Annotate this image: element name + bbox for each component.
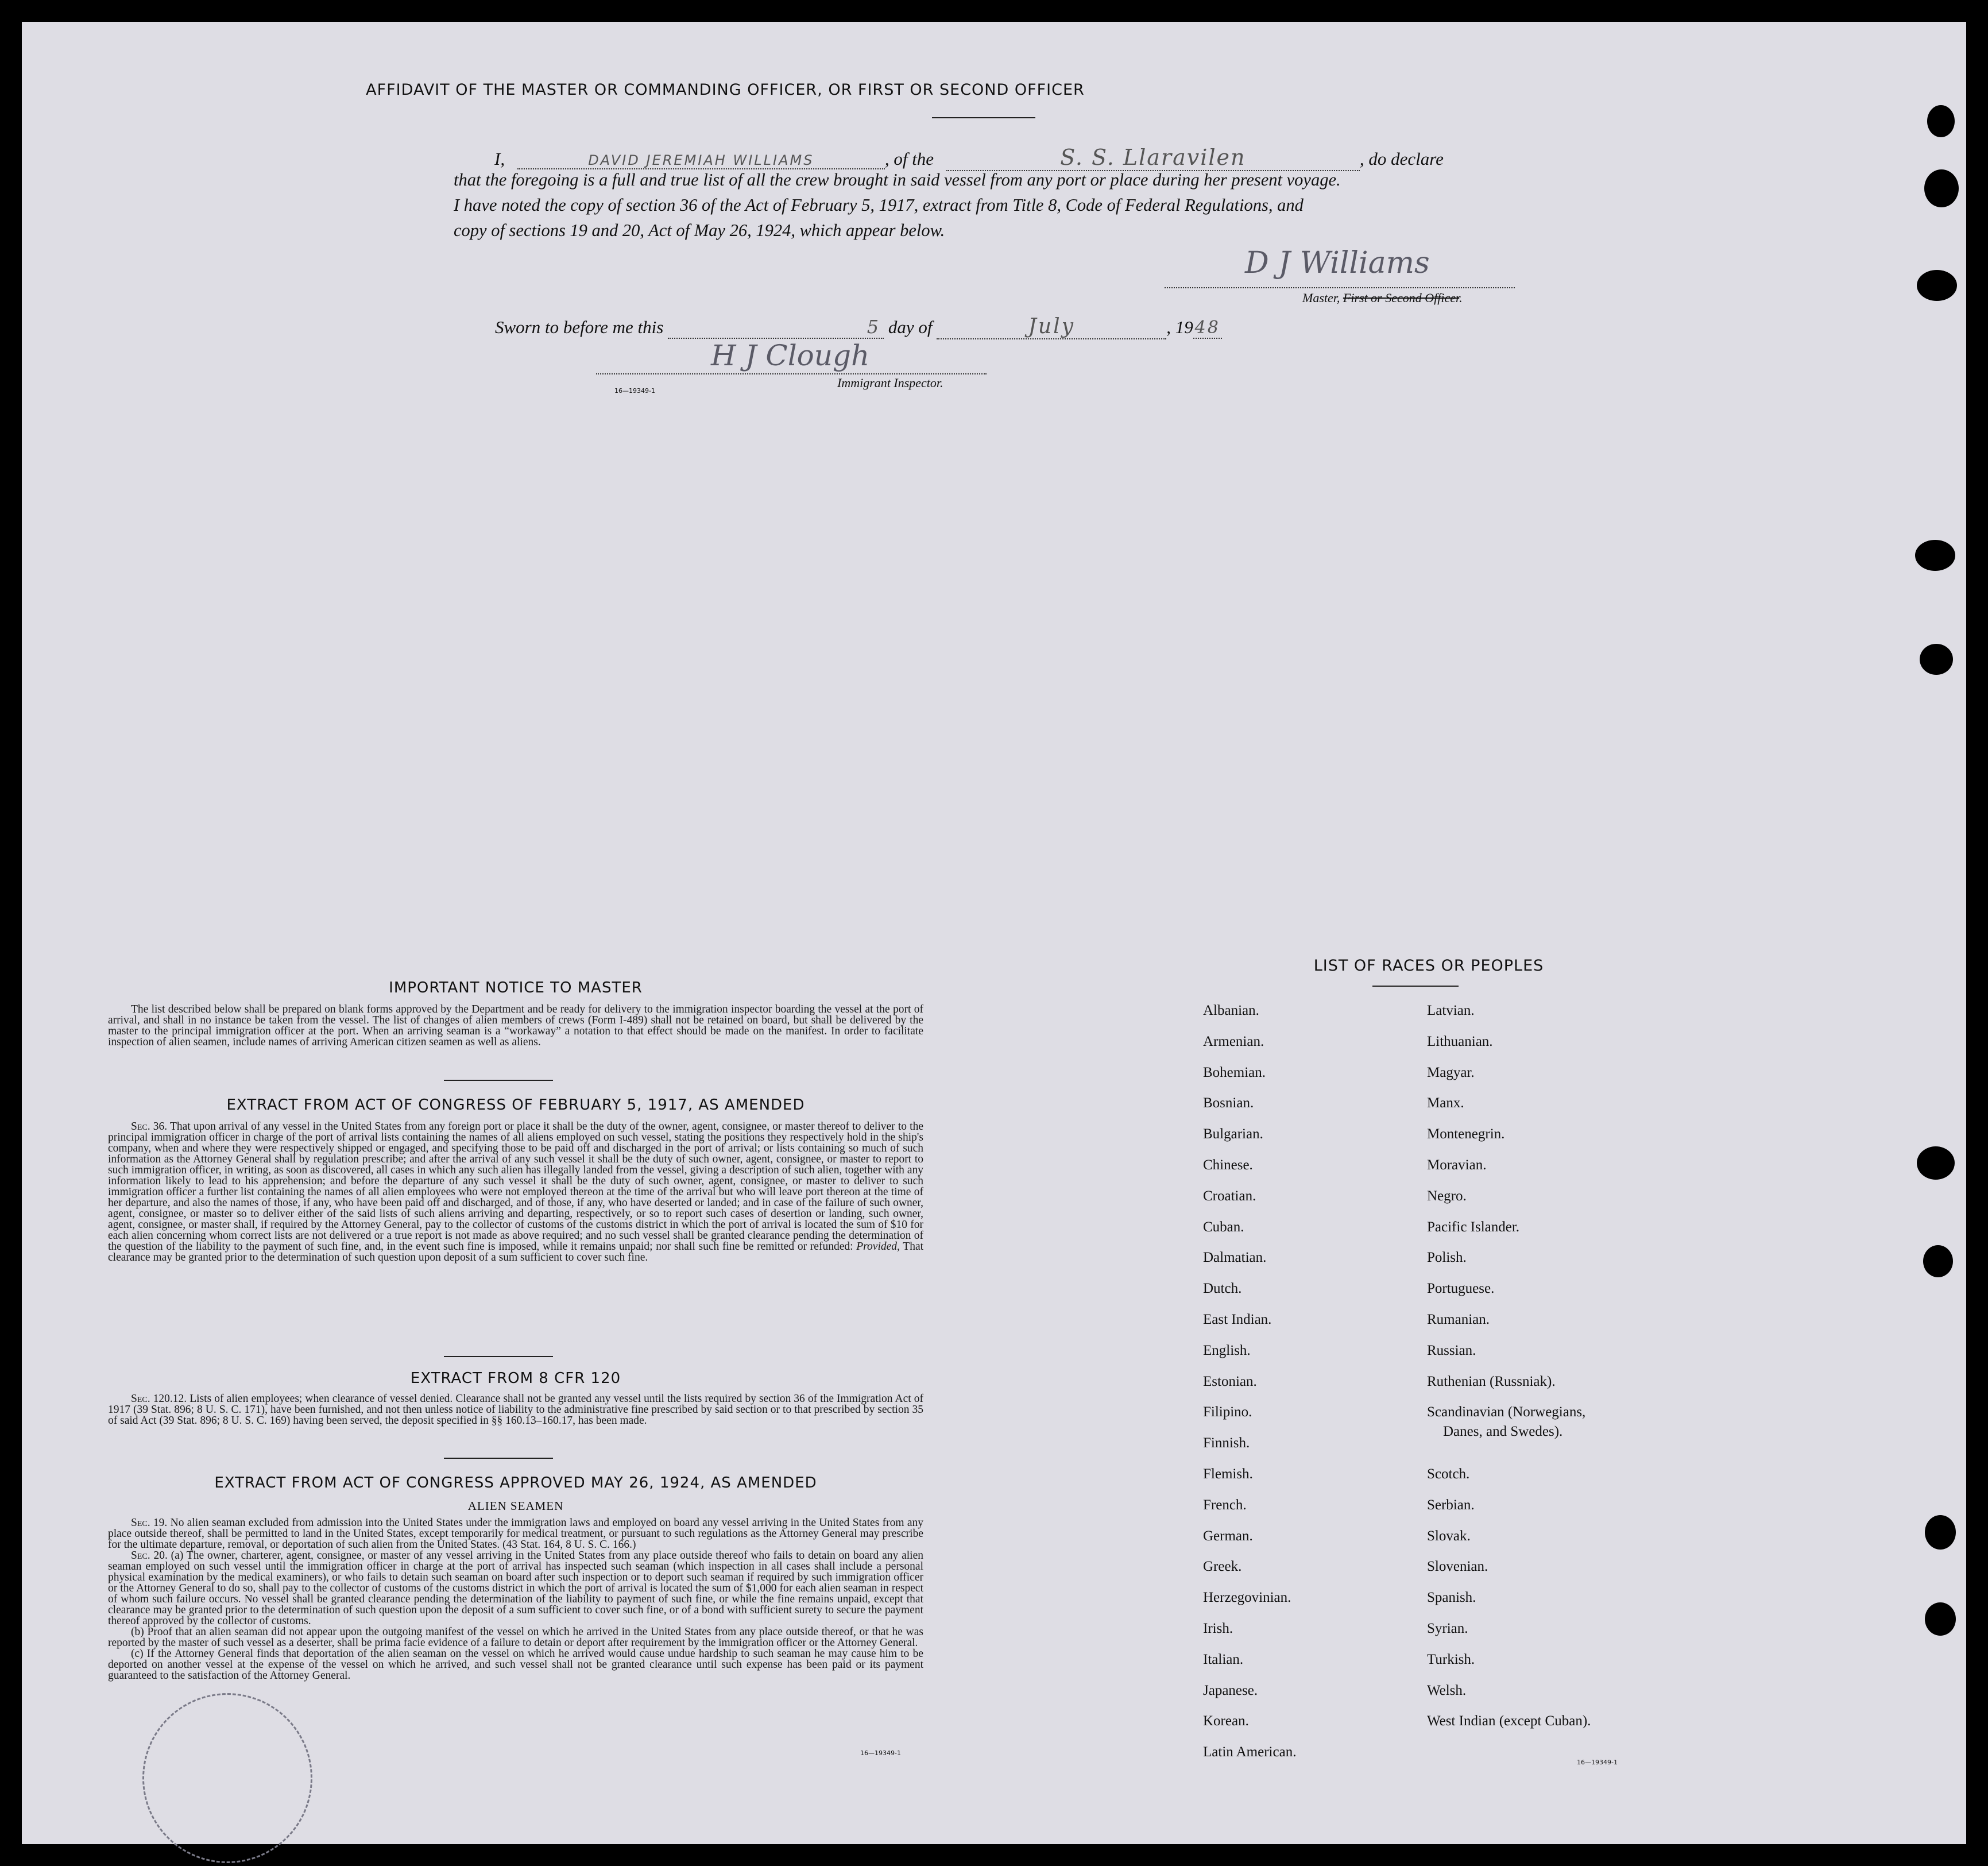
race-item: Latvian.: [1427, 1003, 1475, 1018]
race-item: Dutch.: [1203, 1281, 1242, 1297]
declare-prefix: I,: [494, 149, 505, 169]
race-item: Filipino.: [1203, 1404, 1252, 1420]
proviso-text: Provided,: [856, 1241, 900, 1253]
race-item: Scandinavian (Norwegians,: [1427, 1404, 1586, 1420]
punch-hole: [1917, 1146, 1955, 1180]
extract-1917-text: [108, 1121, 923, 1263]
sworn-line: [495, 315, 1222, 339]
race-item: Pacific Islander.: [1427, 1219, 1520, 1235]
race-item: Moravian.: [1427, 1157, 1487, 1173]
race-item: French.: [1203, 1497, 1247, 1513]
day-of-text: day of: [888, 317, 933, 337]
race-item: Negro.: [1427, 1188, 1467, 1204]
master-signature: D J Williams: [1245, 246, 1430, 280]
section-120-label: Sec. 120.12.: [131, 1393, 187, 1405]
race-item: West Indian (except Cuban).: [1427, 1713, 1591, 1729]
race-item: Montenegrin.: [1427, 1126, 1505, 1142]
section-20-label: Sec. 20.: [131, 1550, 168, 1562]
section-36-text-end: That clearance may be granted prior to the determination of such question upon deposit of a sum sufficient to cover such fine.: [108, 1241, 924, 1264]
section-20a-paragraph: [108, 1550, 923, 1627]
race-item: East Indian.: [1203, 1311, 1272, 1327]
race-item: English.: [1203, 1342, 1251, 1358]
inspector-caption: Immigrant Inspector.: [837, 376, 943, 390]
title-divider: [932, 117, 1035, 118]
section-19-label: Sec. 19.: [131, 1517, 168, 1529]
notice-divider: [444, 1080, 553, 1081]
race-item: Bohemian.: [1203, 1064, 1266, 1080]
race-item: Slovak.: [1427, 1528, 1471, 1544]
race-item: Magyar.: [1427, 1064, 1475, 1080]
race-item: Korean.: [1203, 1713, 1249, 1729]
sworn-day-field: 5: [668, 316, 884, 339]
section-20c-paragraph: (c) If the Attorney General finds that deportation of the alien seaman on the vessel on which he arrived would cause undue hardship to such seaman he may cause him to be deported on another vessel at the expense of the vessel on which he arrived, and such vessel shall not be granted clearance until such expense has been paid or its payment guaranteed to the satisfaction of the Attorney General.: [108, 1648, 923, 1682]
race-item: Latin American.: [1203, 1744, 1297, 1760]
date-stamp: [142, 1693, 312, 1863]
race-item: Manx.: [1427, 1095, 1464, 1111]
race-item: Dalmatian.: [1203, 1250, 1267, 1266]
section-36-label: Sec. 36.: [131, 1121, 168, 1133]
section-120-paragraph: [108, 1393, 923, 1426]
declaration-line: [494, 145, 1444, 171]
vessel-name-field: S. S. Llaravilen: [946, 145, 1360, 171]
section-19-text: No alien seaman excluded from admission into the United States under the immigration laws and employed on board any vessel arriving in the United States from any place outside thereof, shall be permitted to land in the United States, except temporarily for medical treatment, or pursuant to such regulations as the Attorney General may prescribe for the ultimate departure, removal, or deportation of such alien from the United States. (43 Stat. 164, 8 U. S. C. 166.): [108, 1517, 923, 1551]
race-item: Herzegovinian.: [1203, 1590, 1291, 1606]
race-item: Slovenian.: [1427, 1559, 1488, 1575]
section-120-text: Lists of alien employees; when clearance of vessel denied. Clearance shall not be granted any vessel until the lists required by section 36 of the Immigration Act of 1917 (39 Stat. 896; 8 U. S. C. 171), have been furnished, and not then unless notice of liability to the administrative fine prescribed by said section or to that prescribed by section 35 of said Act (39 Stat. 896; 8 U. S. C. 169) having been served, the deposit specified in §§ 160.13–160.17, has been made.: [108, 1393, 924, 1427]
extract-1917-title: EXTRACT FROM ACT OF CONGRESS OF FEBRUARY 5, 1917, AS AMENDED: [226, 1096, 805, 1114]
race-item: Portuguese.: [1427, 1281, 1495, 1297]
form-number-top: 16—19349-1: [614, 387, 655, 395]
punch-hole: [1924, 169, 1959, 207]
section-20a-text: (a) The owner, charterer, agent, consignee, or master of any vessel arriving in the United States from any place outside thereof who fails to detain on board any alien seaman employed on such vessel until the immigration officer in charge at the port of arrival has inspected such seaman (which inspection in all cases shall include a personal physical examination by the medical examiners), or who fails to detain such seaman on board after such inspection or to deport such seaman if required by such immigration officer or the Attorney General to do so, shall pay to the collector of customs of the customs district in which the port of arrival is located the sum of $1,000 for each alien seaman in respect of whom such failure occurs. No vessel shall be granted clearance pending the determination of the liability to payment of such fine, or while the fine remains unpaid, except that clearance may be granted prior to the determination of such question upon the deposit of a sum sufficient to cover such fine, or of a bond with sufficient surety to secure the payment thereof approved by the collector of customs.: [108, 1550, 924, 1627]
do-declare-text: , do declare: [1359, 149, 1444, 169]
races-right-column: [1427, 1003, 1591, 1744]
form-number-right: 16—19349-1: [1577, 1759, 1618, 1766]
inspector-signature-line: [596, 373, 987, 374]
punch-hole: [1920, 644, 1953, 675]
race-item: Danes, and Swedes).: [1443, 1424, 1563, 1440]
master-name-field: DAVID JEREMIAH WILLIAMS: [517, 152, 885, 169]
affidavit-title: AFFIDAVIT OF THE MASTER OR COMMANDING OFFICER, OR FIRST OR SECOND OFFICER: [366, 81, 1085, 99]
punch-hole: [1925, 1515, 1956, 1550]
race-item: Russian.: [1427, 1342, 1476, 1358]
document-page: [22, 22, 1966, 1844]
section-19-paragraph: [108, 1517, 923, 1550]
master-signature-line: [1165, 287, 1515, 288]
race-item: Polish.: [1427, 1250, 1467, 1266]
race-item: Bosnian.: [1203, 1095, 1254, 1111]
section-36-text: That upon arrival of any vessel in the United States from any foreign port or place it shall be the duty of the owner, agent, consignee, or master thereof to deliver to the principal immigration officer in charge of the port of arrival lists containing the names of all aliens employed on such vessel, stating the positions they respectively hold in the ship's company, when and where they were respectively shipped or engaged, and specifying those to be paid off and discharged in the port of arrival; or lists containing so much of such information as the Attorney General shall by regulation prescribe; and after the arrival of any such vessel it shall be the duty of such owner, agent, consignee, or master to report to such immigration officer, in writing, as soon as discovered, all cases in which any such alien has illegally landed from the vessel, giving a description of such alien, together with any information likely to lead to his apprehension; and before the departure of any such vessel it shall be the duty of such owner, agent, consignee, or master to deliver to such immigration officer a further list containing the names of all alien employees who were not employed thereon at the time of the arrival but who will leave port thereon at the time of her departure, and also the names of those, if any, who have been paid off and discharged, and of those, if any, who have deserted or landed; and in case of the failure of such owner, agent, consignee, or master so to deliver either of the said lists of such aliens arriving and departing, respectively, or so to report such cases of desertion or landing, such owner, agent, consignee, or master shall, if required by the Attorney General, pay to the collector of customs of the customs district in which the port of arrival is located the sum of $10 for each alien concerning whom correct lists are not delivered or a true report is not made as above required; and no such vessel shall be granted clearance pending the determination of the question of the liability to the payment of such fine, and, in the event such fine is imposed, while it remains unpaid; nor shall such fine be remitted or refunded:: [108, 1121, 923, 1253]
race-item: Estonian.: [1203, 1373, 1257, 1389]
inspector-signature: H J Clough: [711, 339, 870, 372]
extract-cfr-text: [108, 1393, 923, 1426]
race-item: Irish.: [1203, 1620, 1233, 1636]
race-item: Japanese.: [1203, 1682, 1258, 1698]
master-caption-text: Master,: [1302, 291, 1343, 305]
sworn-month-field: July: [937, 315, 1166, 339]
race-item: Rumanian.: [1427, 1311, 1490, 1327]
race-item: Scotch.: [1427, 1466, 1470, 1482]
race-item: Syrian.: [1427, 1620, 1468, 1636]
races-left-column: [1203, 1003, 1296, 1775]
race-item: Lithuanian.: [1427, 1033, 1493, 1049]
race-item: German.: [1203, 1528, 1253, 1544]
races-title: LIST OF RACES OR PEOPLES: [1313, 957, 1544, 975]
form-number-left: 16—19349-1: [860, 1749, 901, 1757]
race-item: Finnish.: [1203, 1435, 1250, 1451]
punch-hole: [1925, 1602, 1956, 1636]
declaration-body-3: copy of sections 19 and 20, Act of May 26, 1924, which appear below.: [454, 221, 945, 240]
section-20b-paragraph: (b) Proof that an alien seaman did not appear upon the outgoing manifest of the vessel on which he arrived in the United States from any place outside thereof, or that he was reported by the master of such vessel as a deserter, shall be prima facie evidence of a failure to detain or deport after requirement by the immigration officer or the Attorney General.: [108, 1626, 923, 1649]
alien-seamen-subtitle: ALIEN SEAMEN: [467, 1499, 564, 1513]
race-item: Italian.: [1203, 1651, 1244, 1667]
race-item: Turkish.: [1427, 1651, 1475, 1667]
race-item: Bulgarian.: [1203, 1126, 1263, 1142]
race-item: Chinese.: [1203, 1157, 1253, 1173]
of-the-text: , of the: [884, 149, 934, 169]
race-item: Spanish.: [1427, 1590, 1476, 1606]
race-item: Flemish.: [1203, 1466, 1253, 1482]
master-caption: [1302, 291, 1463, 306]
notice-text: [108, 1004, 923, 1048]
declaration-body-1: that the foregoing is a full and true list of all the crew brought in said vessel from any port or place during her present voyage.: [454, 170, 1341, 190]
struck-officer-text: First or Second Officer: [1343, 291, 1460, 305]
race-item: Croatian.: [1203, 1188, 1256, 1204]
races-divider: [1372, 986, 1459, 987]
sworn-prefix: Sworn to before me this: [495, 317, 664, 337]
race-item: Armenian.: [1203, 1033, 1264, 1049]
master-caption-period: .: [1459, 291, 1463, 305]
extract-cfr-title: EXTRACT FROM 8 CFR 120: [410, 1370, 621, 1387]
declaration-body-2: I have noted the copy of section 36 of the Act of February 5, 1917, extract from Title 8, Code of Federal Regulations, and: [454, 195, 1304, 215]
notice-paragraph: The list described below shall be prepared on blank forms approved by the Department and be ready for delivery to the immigration inspector boarding the vessel at the port of arrival, and shall in no instance be taken from the vessel. The list of changes of alien members of crews (Form I-489) shall not be retained on board, but shall be delivered by the master to the principal immigration officer at the port. When an arriving seaman is a “workaway” a notation to that effect should be made on the manifest. In order to facilitate inspection of alien seamen, include names of arriving American citizen seamen as well as aliens.: [108, 1003, 923, 1048]
section-36-paragraph: [108, 1121, 923, 1263]
year-prefix: , 19: [1166, 317, 1193, 337]
notice-title: IMPORTANT NOTICE TO MASTER: [389, 979, 643, 996]
extract-1924-text: [108, 1517, 923, 1681]
race-item: Cuban.: [1203, 1219, 1244, 1235]
punch-hole: [1915, 540, 1955, 571]
race-item: Welsh.: [1427, 1682, 1467, 1698]
extract-cfr-divider: [444, 1458, 553, 1459]
extract-1924-title: EXTRACT FROM ACT OF CONGRESS APPROVED MAY 26, 1924, AS AMENDED: [214, 1474, 817, 1492]
race-item: Serbian.: [1427, 1497, 1475, 1513]
punch-hole: [1923, 1245, 1953, 1277]
extract-1917-divider: [444, 1356, 553, 1357]
punch-hole: [1927, 105, 1955, 137]
sworn-year-field: 48: [1193, 318, 1222, 339]
race-item: Ruthenian (Russniak).: [1427, 1373, 1556, 1389]
race-item: Albanian.: [1203, 1003, 1259, 1018]
race-item: Greek.: [1203, 1559, 1242, 1575]
punch-hole: [1917, 270, 1957, 301]
